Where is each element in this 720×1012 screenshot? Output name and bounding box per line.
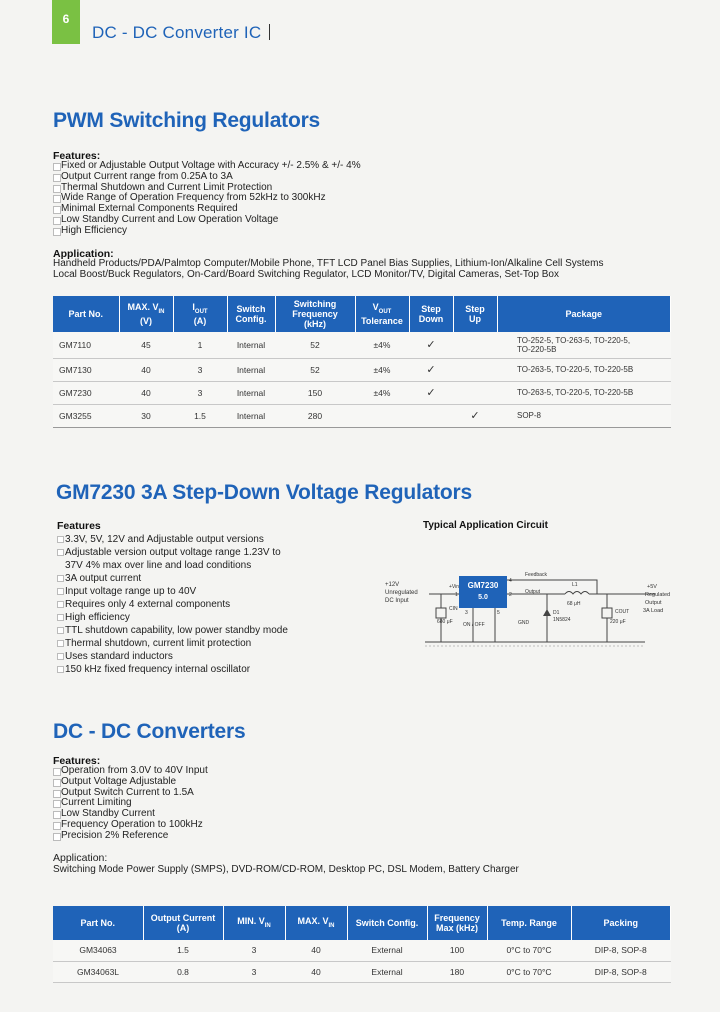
cell-iout: 1	[173, 332, 227, 358]
output-label-2: Regulated	[645, 592, 671, 598]
th-frequency: Switching Frequency (kHz)	[275, 296, 355, 332]
table-header-row	[53, 906, 671, 940]
list-item: 37V 4% max over line and load conditions	[65, 560, 252, 571]
gm7230-features-label: Features	[57, 520, 101, 532]
table-row	[53, 404, 671, 427]
list-item: 3.3V, 5V, 12V and Adjustable output versions	[57, 533, 288, 546]
cell-freq: 52	[275, 358, 355, 381]
pwm-application-line-1: Handheld Products/PDA/Palmtop Computer/Mobile Phone, TFT LCD Panel Bias Supplies, Lithium-Ion/Alkaline Cell Systems	[53, 258, 604, 269]
cell-packing: DIP-8, SOP-8	[571, 940, 671, 961]
cell-package: TO-263-5, TO-220-5, TO-220-5B	[497, 381, 671, 404]
list-item: 3A output current	[57, 572, 288, 585]
pwm-features-list	[53, 161, 361, 237]
th-step-up: Step Up	[453, 296, 497, 332]
check-icon: ✓	[409, 332, 453, 358]
check-icon: ✓	[453, 404, 497, 427]
input-label-2: Unregulated	[385, 590, 418, 596]
th-max-vin: MAX. $V_{IN}$	[285, 906, 347, 940]
cin-capacitor	[436, 608, 446, 618]
cell-tolerance	[355, 404, 409, 427]
cell-part: GM3255	[53, 404, 119, 427]
output-label: Output	[525, 589, 541, 595]
d1-label: D1	[553, 610, 560, 616]
cell-freq: 150	[275, 381, 355, 404]
list-item: Operation from 3.0V to 40V Input	[53, 766, 208, 777]
l1-value: 68 μH	[567, 601, 581, 607]
cin-value: 680 μF	[437, 619, 453, 625]
cell-freq: 52	[275, 332, 355, 358]
d1-value: 1N5824	[553, 617, 571, 623]
input-label-3: DC Input	[385, 598, 409, 604]
cell-min-vin: 3	[223, 961, 285, 982]
pwm-section-title: PWM Switching Regulators	[53, 109, 321, 132]
gnd-label: GND	[518, 620, 530, 626]
dcdc-section-title: DC - DC Converters	[53, 720, 246, 743]
page-number-tab: 6	[52, 0, 80, 44]
th-step-down: Step Down	[409, 296, 453, 332]
list-item: Output Voltage Adjustable	[53, 777, 208, 788]
list-item: TTL shutdown capability, low power standby mode	[57, 624, 288, 637]
cell-vin: 40	[119, 358, 173, 381]
cell-part: GM7110	[53, 332, 119, 358]
th-switch-config: Switch Config.	[347, 906, 427, 940]
table-row	[53, 358, 671, 381]
table-row	[53, 381, 671, 404]
th-part: Part No.	[53, 906, 143, 940]
list-item: High Efficiency	[53, 226, 361, 237]
list-item: Output Switch Current to 1.5A	[53, 788, 208, 799]
cell-switch: Internal	[227, 332, 275, 358]
dcdc-spec-table	[53, 906, 671, 983]
th-packing: Packing	[571, 906, 671, 940]
gm7230-features-list	[57, 533, 288, 676]
cell-iout: 1.5	[143, 940, 223, 961]
cout-value: 220 μF	[610, 619, 626, 625]
cell-min-vin: 3	[223, 940, 285, 961]
pin2-label: 2	[509, 592, 512, 598]
cell-freq: 100	[427, 940, 487, 961]
list-item: Output Current range from 0.25A to 3A	[53, 172, 361, 183]
gm7230-section-title: GM7230 3A Step-Down Voltage Regulators	[56, 481, 472, 504]
th-iout: $I_{OUT}$ (A)	[173, 296, 227, 332]
cell-switch: Internal	[227, 358, 275, 381]
th-part: Part No.	[53, 296, 119, 332]
input-label-1: +12V	[385, 582, 400, 588]
cell-step-up	[453, 381, 497, 404]
list-item: Uses standard inductors	[57, 650, 288, 663]
cell-step-up	[453, 358, 497, 381]
list-item: Minimal External Components Required	[53, 204, 361, 215]
chip-name: GM7230	[467, 581, 499, 590]
th-frequency: Frequency Max (kHz)	[427, 906, 487, 940]
check-icon: ✓	[409, 381, 453, 404]
cell-package: TO-263-5, TO-220-5, TO-220-5B	[497, 358, 671, 381]
cell-switch: Internal	[227, 404, 275, 427]
cell-switch: External	[347, 940, 427, 961]
pin4-label: 4	[509, 578, 512, 584]
output-label-3: Output	[645, 600, 662, 606]
th-temp-range: Temp. Range	[487, 906, 571, 940]
diode-d1	[543, 609, 551, 616]
application-circuit-diagram	[385, 568, 675, 653]
cell-vin: 30	[119, 404, 173, 427]
cell-iout: 1.5	[173, 404, 227, 427]
inductor-l1	[565, 592, 589, 595]
list-item: Input voltage range up to 40V	[57, 585, 288, 598]
chip-value: 5.0	[478, 594, 488, 601]
check-icon: ✓	[409, 358, 453, 381]
list-item: Adjustable version output voltage range 1.23V to	[57, 546, 288, 559]
cell-tolerance: ±4%	[355, 358, 409, 381]
dcdc-application-line: Switching Mode Power Supply (SMPS), DVD-ROM/CD-ROM, Desktop PC, DSL Modem, Battery Charger	[53, 864, 519, 875]
circuit-title: Typical Application Circuit	[423, 520, 549, 531]
on-off-label: ON / OFF	[463, 622, 485, 628]
list-item: Low Standby Current	[53, 809, 208, 820]
list-item: Wide Range of Operation Frequency from 52kHz to 300kHz	[53, 193, 361, 204]
cell-temp: 0°C to 70°C	[487, 940, 571, 961]
cell-switch: External	[347, 961, 427, 982]
l1-label: L1	[572, 582, 578, 588]
dcdc-features-label: Features:	[53, 755, 101, 767]
cell-packing: DIP-8, SOP-8	[571, 961, 671, 982]
cell-vin: 40	[119, 381, 173, 404]
cell-package: SOP-8	[497, 404, 671, 427]
th-package: Package	[497, 296, 671, 332]
cell-switch: Internal	[227, 381, 275, 404]
cin-label: CIN	[449, 606, 458, 612]
pin3-label: 3	[465, 610, 468, 616]
cell-iout: 3	[173, 358, 227, 381]
pin5-label: 5	[497, 610, 500, 616]
cell-part: GM34063	[53, 940, 143, 961]
table-header-row	[53, 296, 671, 332]
pwm-spec-table	[53, 296, 671, 428]
table-row	[53, 332, 671, 358]
cell-freq: 180	[427, 961, 487, 982]
feedback-label: Feedback	[525, 572, 547, 578]
th-min-vin: MIN. $V_{IN}$	[223, 906, 285, 940]
cout-capacitor	[602, 608, 612, 618]
list-item: Low Standby Current and Low Operation Voltage	[53, 215, 361, 226]
th-switch: Switch Config.	[227, 296, 275, 332]
cell-iout: 3	[173, 381, 227, 404]
list-item: Frequency Operation to 100kHz	[53, 820, 208, 831]
output-label-4: 3A Load	[643, 608, 664, 614]
cell-freq: 280	[275, 404, 355, 427]
cell-max-vin: 40	[285, 940, 347, 961]
cell-vin: 45	[119, 332, 173, 358]
th-max-vin: MAX. $V_{IN}$ (V)	[119, 296, 173, 332]
dcdc-application-label: Application:	[53, 852, 108, 864]
cell-temp: 0°C to 70°C	[487, 961, 571, 982]
list-item: Current Limiting	[53, 798, 208, 809]
output-label-1: +5V	[647, 584, 657, 590]
table-row	[53, 940, 671, 961]
header-divider	[269, 24, 270, 40]
pwm-application-label: Application:	[53, 248, 114, 260]
list-item: 150 kHz fixed frequency internal oscillator	[57, 663, 288, 676]
pin1-label: 1	[455, 592, 458, 598]
header-title: DC - DC Converter IC	[92, 23, 270, 43]
cell-part: GM7230	[53, 381, 119, 404]
cell-tolerance: ±4%	[355, 381, 409, 404]
cell-iout: 0.8	[143, 961, 223, 982]
list-item: Thermal Shutdown and Current Limit Protection	[53, 183, 361, 194]
pwm-features-label: Features:	[53, 150, 101, 162]
cell-max-vin: 40	[285, 961, 347, 982]
list-item: Thermal shutdown, current limit protection	[57, 637, 288, 650]
cell-part: GM34063L	[53, 961, 143, 982]
dcdc-features-list	[53, 766, 208, 842]
cout-label: COUT	[615, 609, 630, 615]
cell-tolerance: ±4%	[355, 332, 409, 358]
cell-step-up	[453, 332, 497, 358]
pwm-application-line-2: Local Boost/Buck Regulators, On-Card/Board Switching Regulator, LCD Monitor/TV, Digital Cameras, Set-Top Box	[53, 269, 559, 280]
table-row	[53, 961, 671, 982]
list-item: High efficiency	[57, 611, 288, 624]
pin-vin-label: +Vin	[449, 584, 460, 590]
list-item: Requires only 4 external components	[57, 598, 288, 611]
th-vout-tolerance: $V_{OUT}$ Tolerance	[355, 296, 409, 332]
cell-package: TO-252-5, TO-263-5, TO-220-5, TO-220-5B	[497, 332, 671, 358]
list-item: Fixed or Adjustable Output Voltage with Accuracy +/- 2.5% & +/- 4%	[53, 161, 361, 172]
th-output-current: Output Current (A)	[143, 906, 223, 940]
cell-step-down	[409, 404, 453, 427]
list-item: Precision 2% Reference	[53, 831, 208, 842]
cell-part: GM7130	[53, 358, 119, 381]
